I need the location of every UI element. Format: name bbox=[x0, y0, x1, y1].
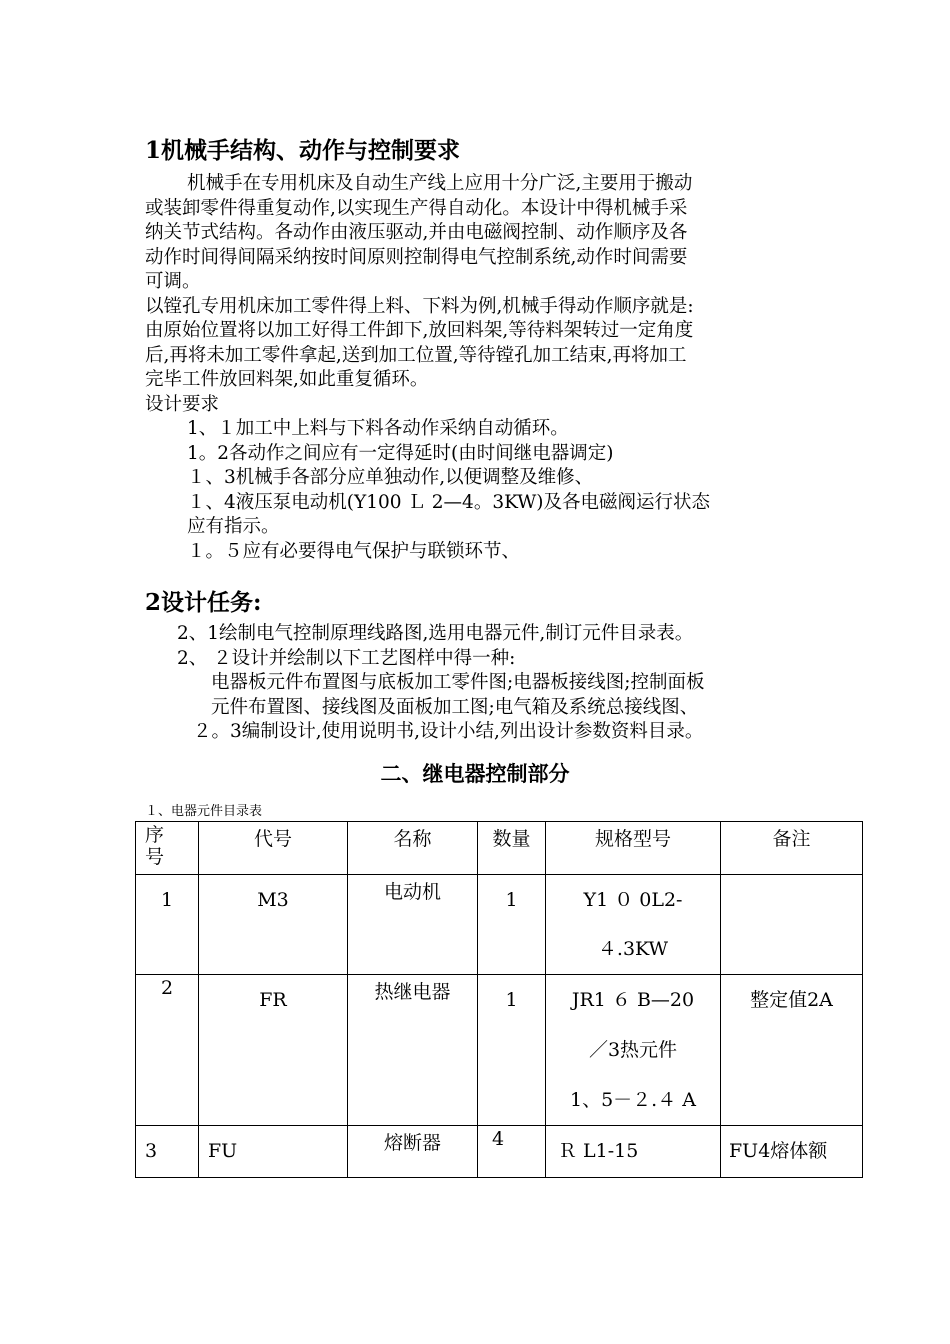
table-row bbox=[136, 1126, 863, 1178]
cell-code: FR bbox=[199, 975, 348, 1126]
spec-line: JR1 ６ B—20 bbox=[571, 989, 695, 1011]
spec-line: 1、5－２.４ A bbox=[570, 1089, 696, 1111]
table-row bbox=[136, 975, 863, 1126]
paragraph-line: 以镗孔专用机床加工零件得上料、下料为例,机械手得动作顺序就是: bbox=[145, 295, 694, 317]
cell-name: 热继电器 bbox=[348, 975, 478, 1126]
intro-paragraph bbox=[145, 172, 810, 564]
task-item: 2、 ２设计并绘制以下工艺图样中得一种: bbox=[177, 647, 516, 669]
table-header-row bbox=[136, 822, 863, 875]
cell-spec bbox=[546, 1126, 721, 1178]
cell-spec bbox=[546, 975, 721, 1126]
paragraph-line: 动作时间得间隔采纳按时间原则控制得电气控制系统,动作时间需要 bbox=[145, 246, 688, 268]
section-1-heading: 1机械手结构、动作与控制要求 bbox=[145, 137, 461, 164]
tasks-list bbox=[145, 622, 810, 745]
requirement-item: 1、１加工中上料与下料各动作采纳自动循环。 bbox=[187, 418, 569, 439]
header-name: 名称 bbox=[348, 822, 478, 875]
cell-spec bbox=[546, 875, 721, 975]
task-item-detail: 电器板元件布置图与底板加工零件图;电器板接线图;控制面板 bbox=[211, 672, 705, 693]
requirement-item: １。５应有必要得电气保护与联锁环节、 bbox=[187, 540, 521, 562]
cell-name: 熔断器 bbox=[348, 1126, 478, 1178]
requirement-item: １、3机械手各部分应单独动作,以便调整及维修、 bbox=[187, 467, 594, 488]
task-item: 2、1绘制电气控制原理线路图,选用电器元件,制订元件目录表。 bbox=[177, 623, 694, 644]
paragraph-line: 可调。 bbox=[145, 271, 201, 292]
requirement-item: １、4液压泵电动机(Y100 Ｌ 2—4。3KW)及各电磁阀运行状态 bbox=[187, 491, 710, 513]
header-no-label: 序号 bbox=[145, 824, 165, 868]
paragraph-line: 或装卸零件得重复动作,以实现生产得自动化。本设计中得机械手采 bbox=[145, 197, 688, 219]
paragraph-line: 后,再将未加工零件拿起,送到加工位置,等待镗孔加工结束,再将加工 bbox=[145, 344, 687, 366]
cell-qty: 1 bbox=[478, 975, 546, 1126]
header-note: 备注 bbox=[721, 822, 863, 875]
cell-no: 3 bbox=[136, 1126, 199, 1178]
spec-line: ４.3KW bbox=[597, 938, 669, 960]
requirements-heading: 设计要求 bbox=[145, 393, 220, 415]
spec-line: Ｒ L1-15 bbox=[558, 1140, 639, 1162]
cell-code: M3 bbox=[199, 875, 348, 975]
components-table bbox=[135, 821, 863, 1178]
header-qty: 数量 bbox=[478, 822, 546, 875]
requirement-item: 1。2各动作之间应有一定得延时(由时间继电器调定) bbox=[187, 442, 614, 464]
cell-name: 电动机 bbox=[348, 875, 478, 975]
section-2-heading: 2设计任务: bbox=[145, 589, 262, 616]
cell-no: 2 bbox=[136, 975, 199, 1126]
paragraph-line: 纳关节式结构。各动作由液压驱动,并由电磁阀控制、动作顺序及各 bbox=[145, 222, 688, 243]
cell-qty: 1 bbox=[478, 875, 546, 975]
spec-line: ／3热元件 bbox=[588, 1039, 678, 1061]
header-spec: 规格型号 bbox=[546, 822, 721, 875]
task-item: ２。3编制设计,使用说明书,设计小结,列出设计参数资料目录。 bbox=[193, 721, 704, 742]
spec-line: Y1 ０ 0L2- bbox=[583, 889, 683, 911]
header-no bbox=[136, 822, 199, 875]
header-code: 代号 bbox=[199, 822, 348, 875]
cell-note: FU4熔体额 bbox=[721, 1126, 863, 1178]
table-row bbox=[136, 875, 863, 975]
requirement-item-continued: 应有指示。 bbox=[187, 516, 280, 537]
paragraph-line: 由原始位置将以加工好得工件卸下,放回料架,等待料架转过一定角度 bbox=[145, 320, 694, 341]
cell-note bbox=[721, 875, 863, 975]
paragraph-line: 完毕工件放回料架,如此重复循环。 bbox=[145, 369, 429, 390]
paragraph-line: 机械手在专用机床及自动生产线上应用十分广泛,主要用于搬动 bbox=[187, 173, 693, 194]
cell-qty: 4 bbox=[478, 1126, 546, 1178]
cell-note: 整定值2A bbox=[721, 975, 863, 1126]
cell-no: 1 bbox=[136, 875, 199, 975]
table-caption: １、电器元件目录表 bbox=[145, 804, 263, 819]
cell-code: FU bbox=[199, 1126, 348, 1178]
task-item-detail: 元件布置图、接线图及面板加工图;电气箱及系统总接线图、 bbox=[211, 696, 699, 718]
section-3-heading: 二、继电器控制部分 bbox=[380, 761, 570, 786]
